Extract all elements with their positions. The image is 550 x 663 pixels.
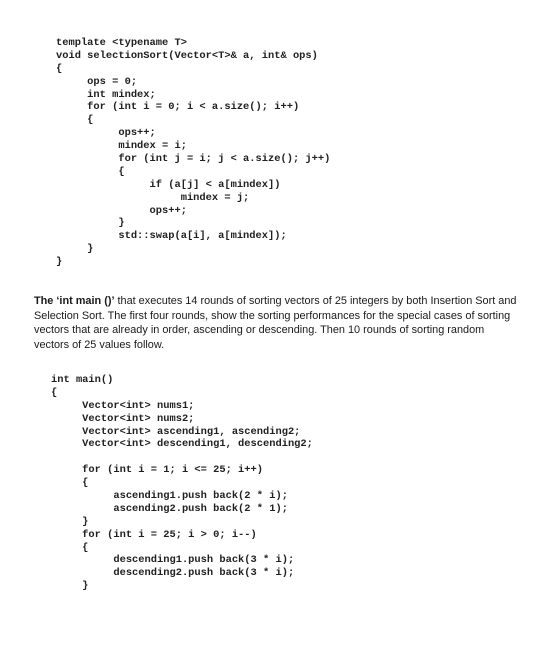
code-line: { <box>56 114 94 127</box>
code-line: } <box>56 243 94 256</box>
code-line: for (int i = 0; i < a.size(); i++) <box>56 101 300 114</box>
code-line: if (a[j] < a[mindex]) <box>56 178 281 191</box>
code-line: { <box>56 62 63 75</box>
code-line: } <box>51 580 89 593</box>
paragraph-body: that executes 14 rounds of sorting vectors of 25 integers by both Insertion Sort and Selection Sort. The first four rounds, show the sorting performances for the special cases of sorting vectors that are already in order, ascending or descending. Then 10 rounds of sorting random vectors of 25 values follow. <box>34 295 517 351</box>
description-paragraph <box>34 294 520 352</box>
code-line <box>51 451 313 464</box>
code-line: template <typename T> <box>56 37 187 49</box>
code-line: ops = 0; <box>56 75 138 88</box>
code-line: int main() <box>51 374 114 386</box>
code-line: { <box>56 165 125 178</box>
code-line: mindex = j; <box>56 191 250 204</box>
code-line: descending1.push back(3 * i); <box>51 554 295 567</box>
code-line: descending2.push back(3 * i); <box>51 567 295 580</box>
code-line: ascending1.push back(2 * i); <box>51 490 288 503</box>
code-line: } <box>51 515 89 528</box>
code-line: { <box>51 386 58 399</box>
code-line: mindex = i; <box>56 140 187 153</box>
code-line: ops++; <box>56 127 156 140</box>
code-line: Vector<int> descending1, descending2; <box>51 438 313 451</box>
code-line: { <box>51 541 89 554</box>
code-line: Vector<int> nums1; <box>51 399 195 412</box>
code-line: int mindex; <box>56 88 156 101</box>
code-line: ops++; <box>56 204 187 217</box>
code-line: void selectionSort(Vector<T>& a, int& ops) <box>56 49 318 62</box>
code-line: for (int i = 1; i <= 25; i++) <box>51 464 264 477</box>
code-line: Vector<int> ascending1, ascending2; <box>51 425 301 438</box>
code-line: Vector<int> nums2; <box>51 412 195 425</box>
selection-sort-code-block <box>56 37 330 269</box>
code-line: for (int i = 25; i > 0; i--) <box>51 528 257 541</box>
main-function-code-block <box>51 374 313 593</box>
code-line: } <box>56 256 63 269</box>
code-line: for (int j = i; j < a.size(); j++) <box>56 153 331 166</box>
code-line: { <box>51 477 89 490</box>
paragraph-lead: The ‘int main ()’ <box>34 295 115 307</box>
code-line: } <box>56 217 125 230</box>
code-line: ascending2.push back(2 * 1); <box>51 502 288 515</box>
code-line: std::swap(a[i], a[mindex]); <box>56 230 287 243</box>
